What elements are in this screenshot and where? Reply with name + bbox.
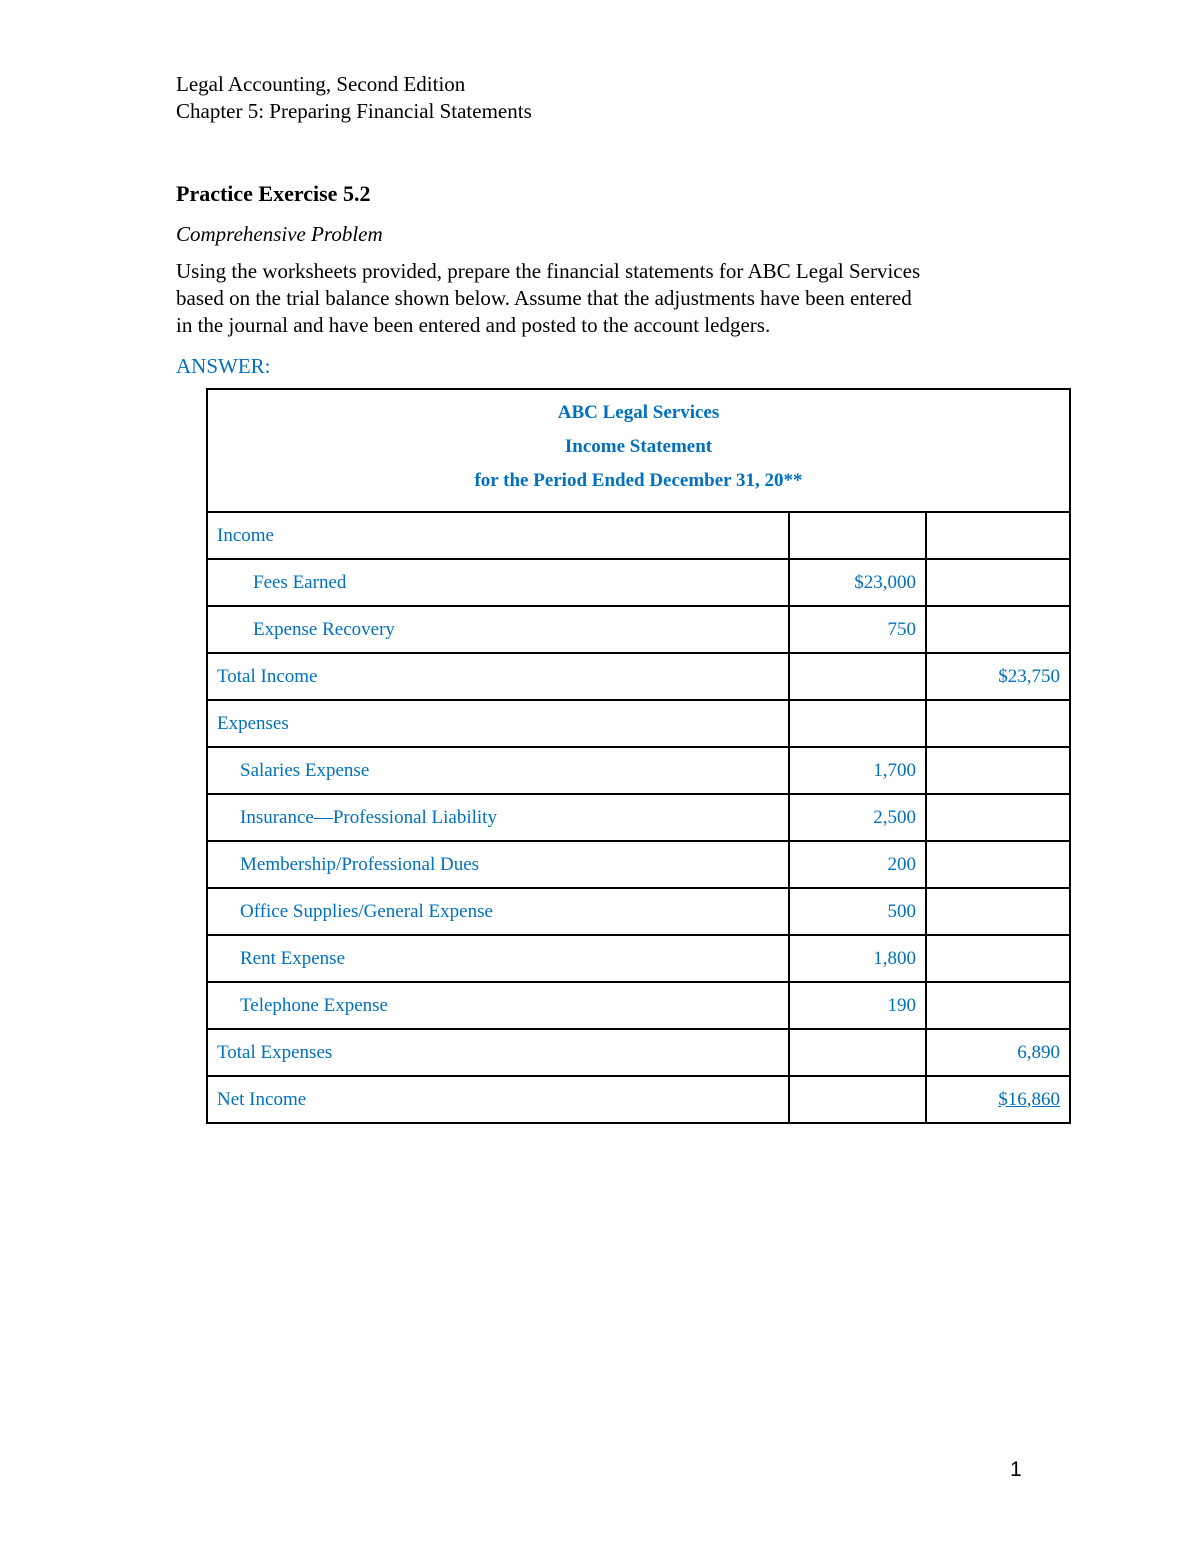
row-total [926,841,1070,888]
row-amount: 190 [789,982,926,1029]
instructions-line: Using the worksheets provided, prepare the financial statements for ABC Legal Services [176,259,921,283]
row-label: Total Expenses [207,1029,789,1076]
row-label: Membership/Professional Dues [207,841,789,888]
table-row [207,841,1070,888]
row-label: Expenses [207,700,789,747]
exercise-subtitle: Comprehensive Problem [176,222,383,246]
table-row [207,982,1070,1029]
row-amount: 500 [789,888,926,935]
page-number: 1 [1010,1458,1022,1481]
row-amount: $23,000 [789,559,926,606]
row-total [926,935,1070,982]
row-total: 6,890 [926,1029,1070,1076]
table-row [207,700,1070,747]
instructions-line: based on the trial balance shown below. Assume that the adjustments have been entered [176,286,912,310]
row-label: Income [207,512,789,559]
row-label: Telephone Expense [207,982,789,1029]
table-row [207,512,1070,559]
table-row [207,559,1070,606]
row-total [926,512,1070,559]
row-label: Office Supplies/General Expense [207,888,789,935]
row-amount: 1,700 [789,747,926,794]
instructions-paragraph [176,258,1036,339]
table-row [207,794,1070,841]
row-label: Net Income [207,1076,789,1123]
book-title: Legal Accounting, Second Edition [176,72,466,96]
row-label: Total Income [207,653,789,700]
table-row [207,606,1070,653]
statement-header [207,389,1070,512]
row-amount: 200 [789,841,926,888]
table-row [207,935,1070,982]
row-total: $23,750 [926,653,1070,700]
statement-name: Income Statement [564,436,713,457]
answer-label: ANSWER: [176,354,271,378]
row-total [926,888,1070,935]
table-row [207,1076,1070,1123]
net-income-total: $16,860 [926,1076,1070,1123]
statement-period: for the Period Ended December 31, 20** [474,470,803,491]
row-amount [789,700,926,747]
row-amount [789,653,926,700]
row-total [926,747,1070,794]
statement-header-row [207,389,1070,512]
table-row [207,888,1070,935]
exercise-title: Practice Exercise 5.2 [176,181,371,206]
row-amount [789,1029,926,1076]
chapter-title: Chapter 5: Preparing Financial Statements [176,99,532,123]
row-total [926,982,1070,1029]
row-total [926,794,1070,841]
row-label: Salaries Expense [207,747,789,794]
table-row [207,747,1070,794]
table-row [207,1029,1070,1076]
row-label: Expense Recovery [207,606,789,653]
row-total [926,559,1070,606]
row-label: Insurance—Professional Liability [207,794,789,841]
row-total [926,700,1070,747]
row-amount: 750 [789,606,926,653]
row-amount [789,1076,926,1123]
row-label: Fees Earned [207,559,789,606]
row-total [926,606,1070,653]
row-amount [789,512,926,559]
instructions-line: in the journal and have been entered and posted to the account ledgers. [176,313,771,337]
company-name: ABC Legal Services [557,402,720,423]
income-statement-table [206,388,1071,1124]
table-row [207,653,1070,700]
row-label: Rent Expense [207,935,789,982]
row-amount: 2,500 [789,794,926,841]
row-amount: 1,800 [789,935,926,982]
